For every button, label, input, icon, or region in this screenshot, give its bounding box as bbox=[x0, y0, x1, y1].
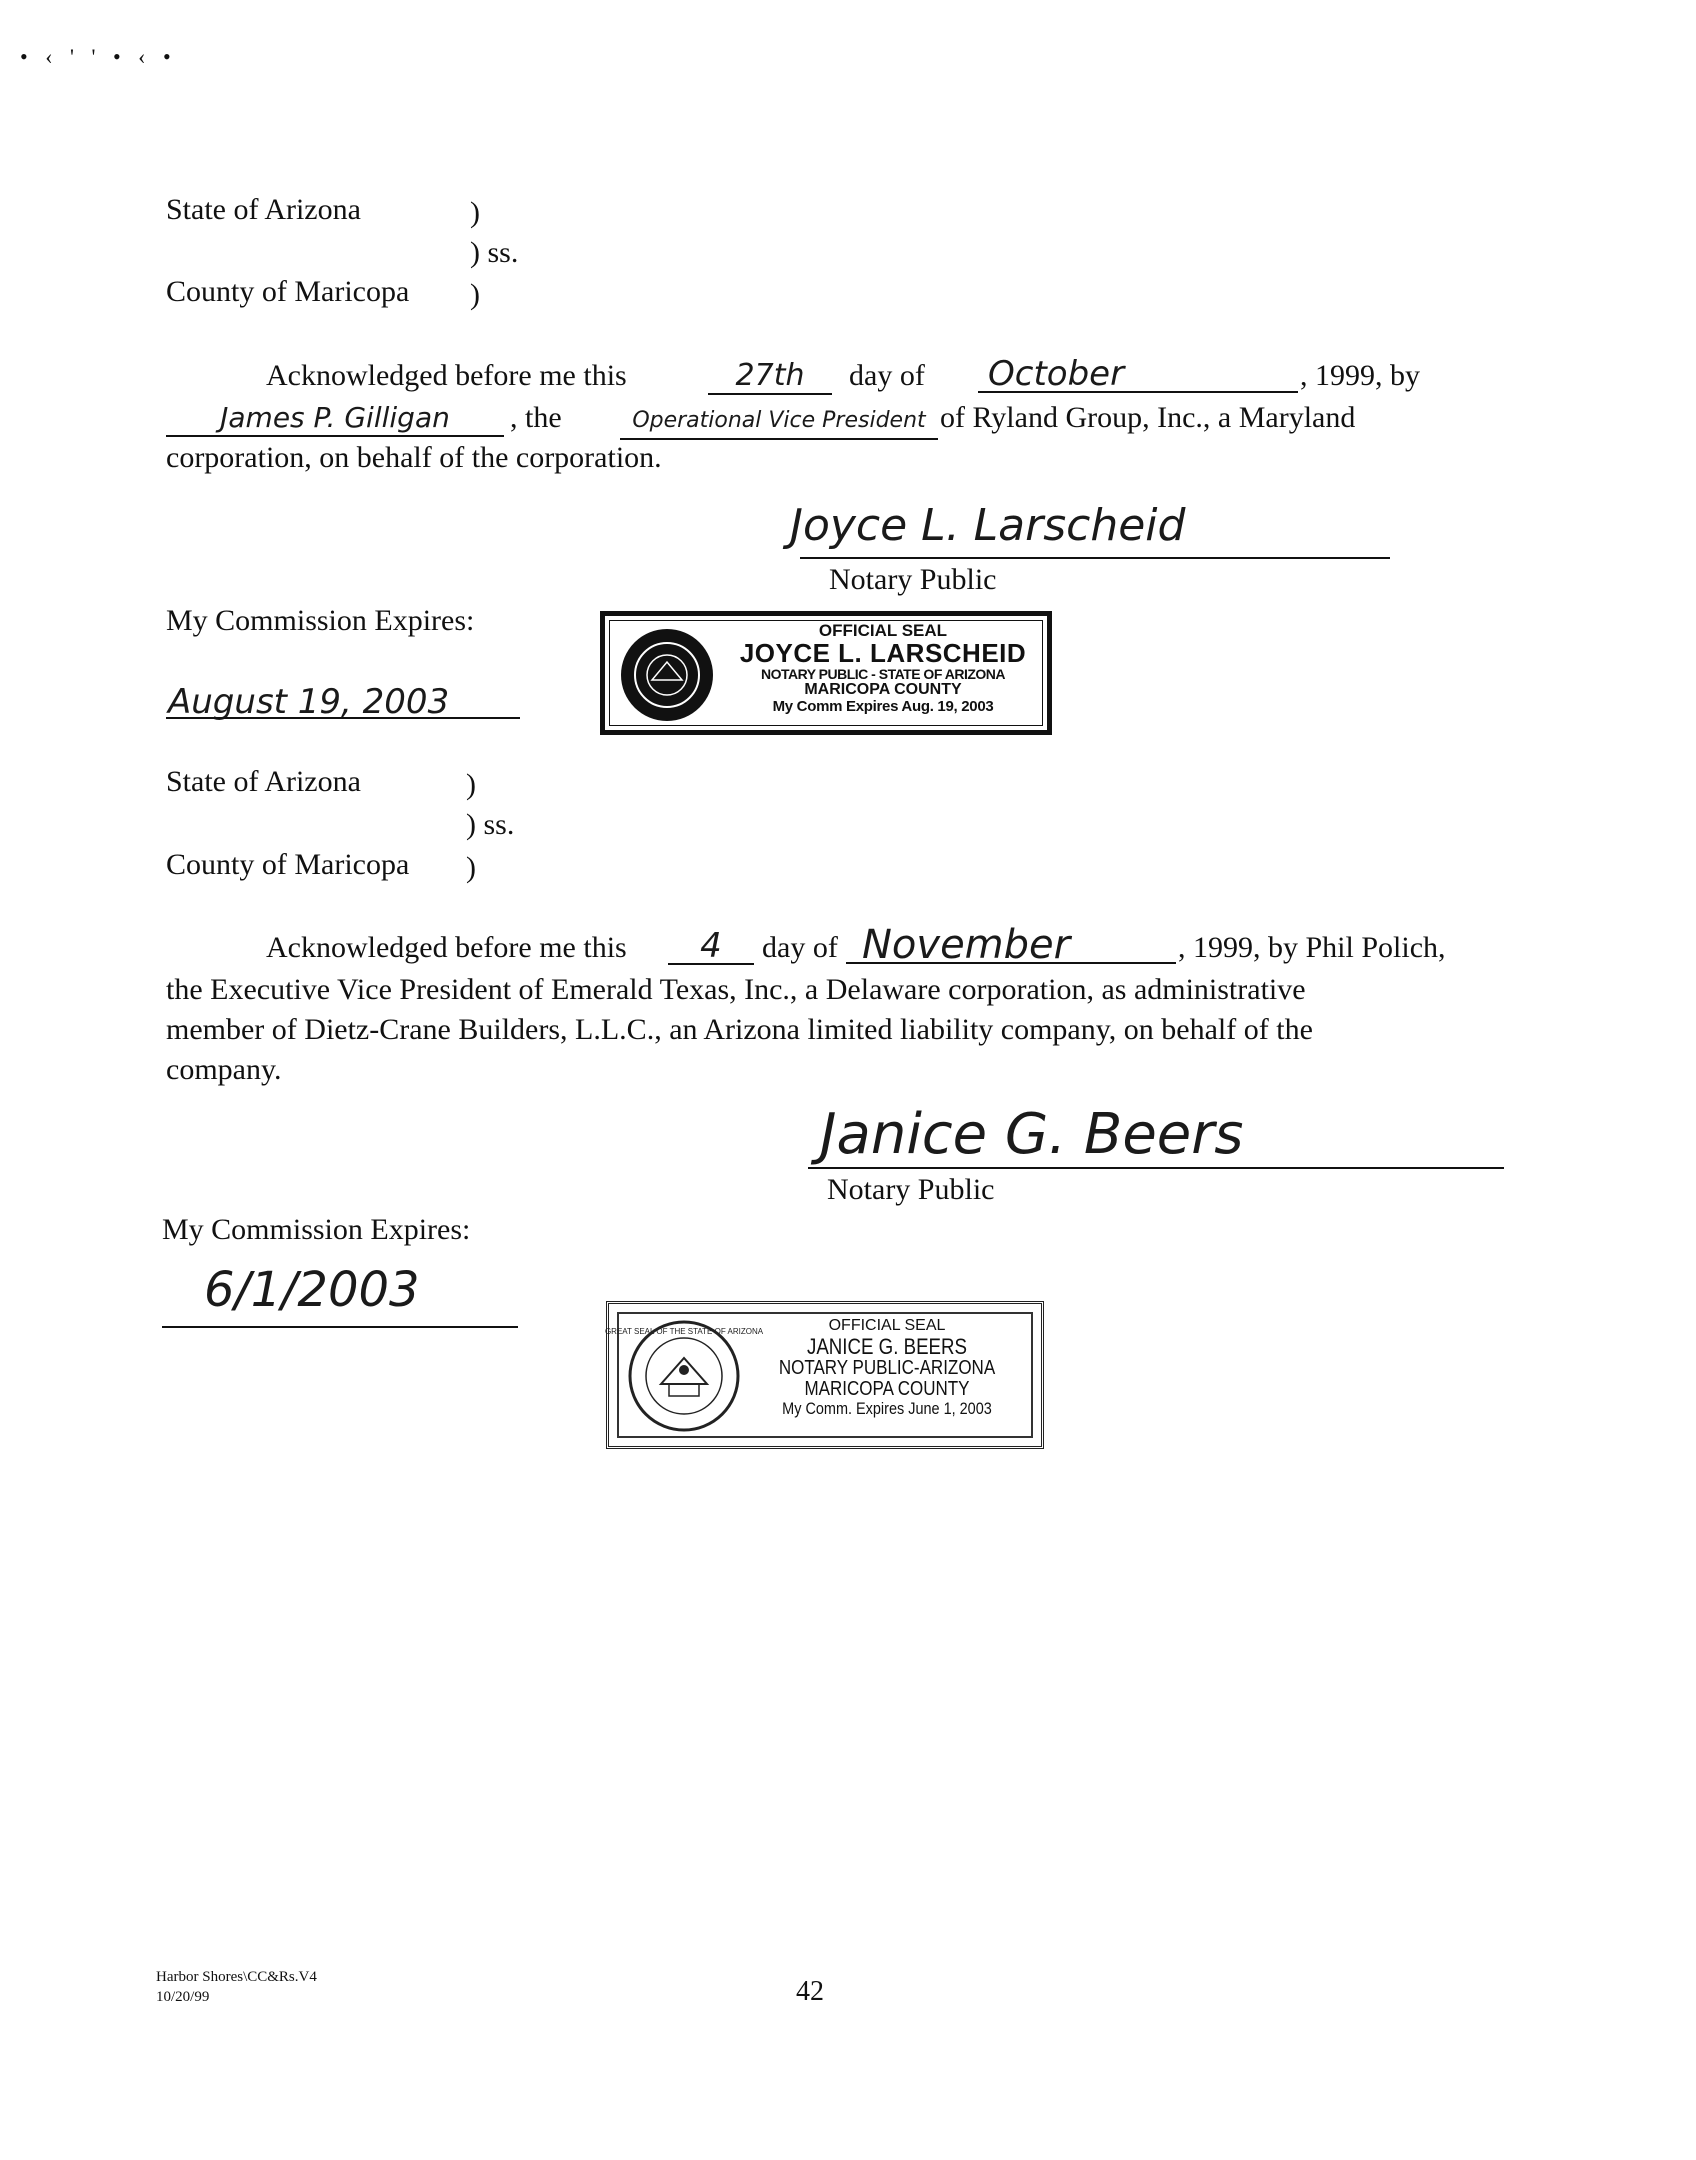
ack-day-of-1: day of bbox=[849, 359, 925, 392]
venue-paren-2a: ) bbox=[466, 768, 476, 801]
ack-rest-1: of Ryland Group, Inc., a Maryland bbox=[940, 401, 1356, 434]
scan-marks: • ‹ ' ' • ‹ • bbox=[20, 44, 177, 69]
ack-day-of-2: day of bbox=[762, 931, 838, 964]
seal2-line4: MARICOPA COUNTY bbox=[804, 1377, 970, 1400]
notary-seal-1 bbox=[600, 611, 1052, 735]
notary-public-label-1: Notary Public bbox=[829, 563, 997, 596]
commission-date-line-2 bbox=[162, 1326, 518, 1328]
ack-month-1: October bbox=[978, 357, 1298, 393]
notary-signature-line-2 bbox=[808, 1167, 1504, 1169]
venue-paren-1a: ) bbox=[470, 196, 480, 229]
ack-day-2: 4 bbox=[668, 929, 754, 965]
ack-the-1: , the bbox=[510, 401, 562, 434]
seal2-line3: NOTARY PUBLIC-ARIZONA bbox=[778, 1356, 996, 1379]
ack-suffix-2: , 1999, by Phil Polich, bbox=[1178, 931, 1446, 964]
commission-date-2: 6/1/2003 bbox=[204, 1262, 420, 1318]
seal2-ring-text: GREAT SEAL OF THE STATE OF ARIZONA bbox=[604, 1327, 764, 1336]
ack-prefix-1: Acknowledged before me this bbox=[266, 359, 627, 392]
seal1-line3: NOTARY PUBLIC - STATE OF ARIZONA bbox=[760, 666, 1006, 683]
page-number: 42 bbox=[796, 1976, 824, 2007]
seal1-line4: MARICOPA COUNTY bbox=[804, 680, 962, 698]
seal1-line2: JOYCE L. LARSCHEID bbox=[739, 637, 1027, 668]
commission-expires-label-1: My Commission Expires: bbox=[166, 604, 475, 637]
notary-signature-line-1 bbox=[800, 557, 1390, 559]
notary-seal-2 bbox=[606, 1301, 1044, 1449]
notary-signature-2: Janice G. Beers bbox=[820, 1102, 1244, 1167]
seal2-line5: My Comm. Expires June 1, 2003 bbox=[782, 1398, 992, 1418]
commission-date-line-1 bbox=[166, 717, 520, 719]
seal1-line5: My Comm Expires Aug. 19, 2003 bbox=[772, 697, 994, 715]
ack-day-1: 27th bbox=[708, 359, 832, 395]
state-of-arizona-1: State of Arizona bbox=[166, 193, 361, 226]
footer-file-ref: Harbor Shores\CC&Rs.V4 bbox=[156, 1969, 317, 1985]
notary-signature-1: Joyce L. Larscheid bbox=[790, 500, 1186, 551]
venue-ss-2: ) ss. bbox=[466, 808, 515, 841]
signer-name-1: James P. Gilligan bbox=[166, 401, 504, 437]
seal2-line2: JANICE G. BEERS bbox=[806, 1333, 968, 1359]
ack-prefix-2: Acknowledged before me this bbox=[266, 931, 627, 964]
commission-date-1: August 19, 2003 bbox=[168, 682, 450, 722]
notary-public-label-2: Notary Public bbox=[827, 1173, 995, 1206]
venue-ss-1: ) ss. bbox=[470, 236, 519, 269]
great-seal-arizona-icon bbox=[604, 1318, 764, 1434]
venue-paren-2b: ) bbox=[466, 851, 476, 884]
seal1-line1: OFFICIAL SEAL bbox=[818, 621, 948, 640]
ack-line3-2: member of Dietz-Crane Builders, L.L.C., an Arizona limited liability company, on behalf of the bbox=[166, 1013, 1313, 1046]
venue-paren-1b: ) bbox=[470, 278, 480, 311]
county-of-maricopa-2: County of Maricopa bbox=[166, 848, 410, 881]
county-of-maricopa-1: County of Maricopa bbox=[166, 275, 410, 308]
seal2-line1: OFFICIAL SEAL bbox=[828, 1317, 946, 1334]
commission-expires-label-2: My Commission Expires: bbox=[162, 1213, 471, 1246]
ack-line2-2: the Executive Vice President of Emerald Texas, Inc., a Delaware corporation, as administrative bbox=[166, 973, 1306, 1006]
state-of-arizona-2: State of Arizona bbox=[166, 765, 361, 798]
ack-month-2: November bbox=[846, 928, 1176, 964]
arizona-seal-emblem-icon bbox=[617, 626, 717, 724]
ack-year-1: , 1999, by bbox=[1300, 359, 1420, 392]
ack-line4-2: company. bbox=[166, 1053, 282, 1086]
signer-title-1: Operational Vice President bbox=[620, 404, 938, 440]
footer-file-date: 10/20/99 bbox=[156, 1989, 210, 2005]
ack-line3-1: corporation, on behalf of the corporation. bbox=[166, 441, 662, 474]
